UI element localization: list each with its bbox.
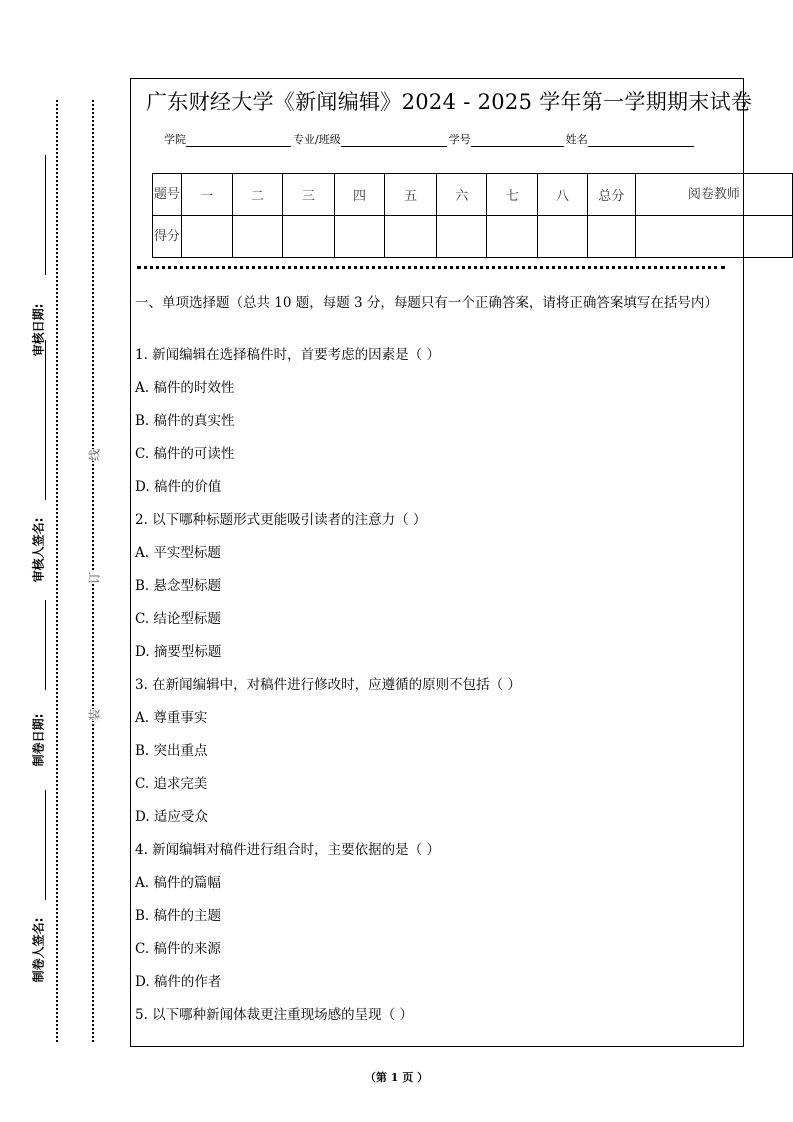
answer-option: D. 摘要型标题 (135, 644, 222, 660)
answer-option: A. 尊重事实 (135, 710, 208, 726)
header-cell: 五 (385, 174, 437, 216)
reviewer-sign-label: 审核人签名: (31, 517, 46, 583)
answer-option: C. 稿件的可读性 (135, 446, 235, 462)
answer-option: D. 适应受众 (135, 809, 208, 825)
section-heading: 一、单项选择题（总共 10 题，每题 3 分，每题只有一个正确答案，请将正确答案填写在括号内） (135, 295, 718, 311)
score-cell[interactable] (385, 216, 437, 258)
binding-staple-label: 订 (87, 571, 102, 585)
question: 4. 新闻编辑对稿件进行组合时，主要依据的是（ ） (135, 842, 440, 858)
score-cell[interactable] (487, 216, 538, 258)
binding-bind-label: 装 (87, 708, 102, 722)
score-table (152, 173, 793, 258)
score-cell[interactable] (334, 216, 384, 258)
maker-sign-label: 制卷人签名: (31, 917, 46, 983)
student-id-field[interactable] (471, 132, 564, 147)
name-label: 姓名 (565, 133, 588, 146)
question: 2. 以下哪种标题形式更能吸引读者的注意力（ ） (135, 512, 427, 528)
sign-line (45, 790, 46, 900)
answer-option: C. 追求完美 (135, 776, 208, 792)
make-date-label: 制卷日期: (31, 713, 46, 767)
binding-dotted-line-outer (56, 100, 58, 1042)
exam-title: 广东财经大学《新闻编辑》2024 - 2025 学年第一学期期末试卷 (146, 90, 753, 114)
major-field[interactable] (341, 132, 447, 147)
answer-option: A. 稿件的时效性 (135, 380, 235, 396)
answer-option: D. 稿件的作者 (135, 974, 222, 990)
score-cell[interactable] (437, 216, 487, 258)
sign-line (45, 340, 46, 500)
header-cell: 四 (334, 174, 384, 216)
score-cell[interactable] (181, 216, 232, 258)
header-cell: 六 (437, 174, 487, 216)
college-label: 学院 (164, 133, 186, 146)
answer-option: B. 突出重点 (135, 743, 208, 759)
header-cell: 八 (538, 174, 587, 216)
answer-option: B. 稿件的真实性 (135, 413, 235, 429)
student-info (164, 131, 696, 147)
name-field[interactable] (588, 132, 694, 147)
header-cell: 二 (232, 174, 282, 216)
page-number: （第 1 页 ） (364, 1071, 429, 1084)
question: 1. 新闻编辑在选择稿件时，首要考虑的因素是（ ） (135, 347, 440, 363)
question: 3. 在新闻编辑中，对稿件进行修改时，应遵循的原则不包括（ ） (135, 677, 521, 693)
score-cell[interactable] (587, 216, 635, 258)
question: 5. 以下哪种新闻体裁更注重现场感的呈现（ ） (135, 1007, 413, 1023)
header-cell: 一 (181, 174, 232, 216)
header-cell: 三 (282, 174, 334, 216)
answer-option: C. 结论型标题 (135, 611, 221, 627)
college-field[interactable] (186, 132, 291, 147)
major-label: 专业/班级 (293, 133, 341, 146)
review-date-label: 审核日期: (31, 303, 46, 357)
score-table-score-row (153, 216, 793, 258)
answer-option: C. 稿件的来源 (135, 941, 221, 957)
score-cell[interactable] (538, 216, 587, 258)
binding-line-label: 线 (87, 448, 102, 462)
score-table-header-row (153, 174, 793, 216)
sign-line (45, 155, 46, 275)
header-cell: 题号 (153, 174, 182, 216)
answer-option: A. 平实型标题 (135, 545, 221, 561)
sign-line (45, 600, 46, 690)
answer-option: D. 稿件的价值 (135, 479, 222, 495)
header-cell: 七 (487, 174, 538, 216)
row-label: 得分 (153, 216, 182, 258)
answer-option: B. 稿件的主题 (135, 908, 222, 924)
header-cell: 总分 (587, 174, 635, 216)
student-id-label: 学号 (448, 133, 471, 146)
score-cell[interactable] (282, 216, 334, 258)
score-cell[interactable] (232, 216, 282, 258)
answer-option: A. 稿件的篇幅 (135, 875, 221, 891)
score-cell[interactable] (635, 216, 792, 258)
question-list (135, 339, 521, 1032)
answer-option: B. 悬念型标题 (135, 578, 222, 594)
dotted-divider (137, 266, 725, 269)
header-cell: 阅卷教师 (635, 174, 792, 216)
